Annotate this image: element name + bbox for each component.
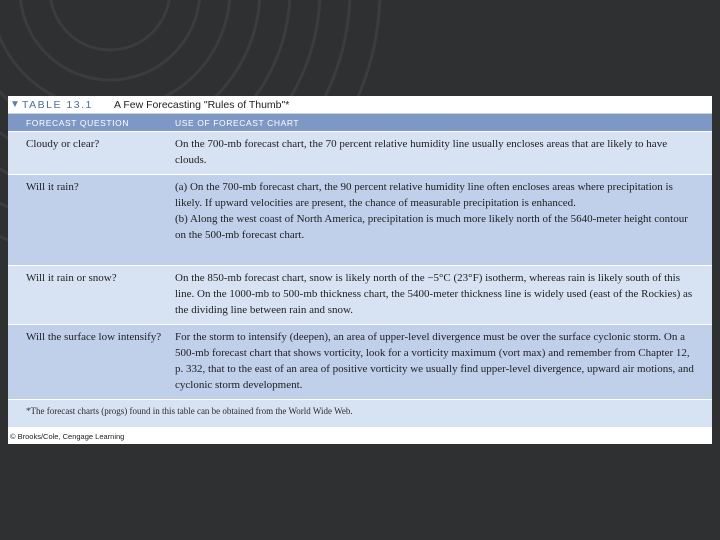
forecast-answer: [175, 132, 694, 174]
forecast-question: Will the surface low intensify?: [26, 331, 162, 343]
answer-paragraph: On the 700-mb forecast chart, the 70 percent relative humidity line usually encloses areas that are likely to have clouds.: [175, 138, 668, 166]
forecast-table: [8, 114, 712, 427]
forecast-answer: [175, 266, 694, 324]
column-use-of-forecast-chart: USE OF FORECAST CHART: [175, 117, 300, 128]
forecast-question: Will it rain or snow?: [26, 272, 117, 284]
table-figure: [8, 96, 712, 444]
forecast-question: Cloudy or clear?: [26, 138, 100, 150]
caret-down-icon: ▼: [10, 99, 20, 110]
table-column-header: [8, 114, 712, 131]
table-caption: [8, 96, 712, 114]
table-row: [8, 265, 712, 324]
table-row: [8, 131, 712, 174]
answer-paragraph: For the storm to intensify (deepen), an area of upper-level divergence must be over the surface cyclonic storm. On a 500-mb forecast chart that shows vorticity, look for a vorticity maximum (vort max) and remember from Chapter 12, p. 332, that to the east of an area of positive vorticity we usually find upper-level divergence, upward air motions, and cyclonic storm development.: [175, 331, 694, 391]
table-row: [8, 324, 712, 399]
column-forecast-question: FORECAST QUESTION: [26, 117, 130, 128]
table-number: TABLE 13.1: [22, 98, 93, 111]
table-footnote: *The forecast charts (progs) found in this table can be obtained from the World Wide Web.: [8, 399, 712, 427]
table-row: [8, 174, 712, 265]
copyright-credit: © Brooks/Cole, Cengage Learning: [10, 432, 125, 441]
forecast-answer: [175, 325, 694, 399]
forecast-question: Will it rain?: [26, 181, 79, 193]
answer-paragraph: (b) Along the west coast of North America, precipitation is much more likely north of the 5640-meter height contour on the 500-mb forecast chart.: [175, 213, 688, 241]
forecast-answer: [175, 175, 694, 265]
answer-paragraph: On the 850-mb forecast chart, snow is likely north of the −5°C (23°F) isotherm, whereas rain is likely south of this line. On the 1000-mb to 500-mb thickness chart, the 5400-meter thickness line is widely used (east of the Rockies) as the dividing line between rain and snow.: [175, 272, 693, 316]
table-title: A Few Forecasting "Rules of Thumb"*: [114, 98, 290, 111]
answer-paragraph: (a) On the 700-mb forecast chart, the 90 percent relative humidity line often encloses areas where precipitation is likely. If upward velocities are present, the chance of measurable precipitation is enhanced.: [175, 181, 673, 209]
